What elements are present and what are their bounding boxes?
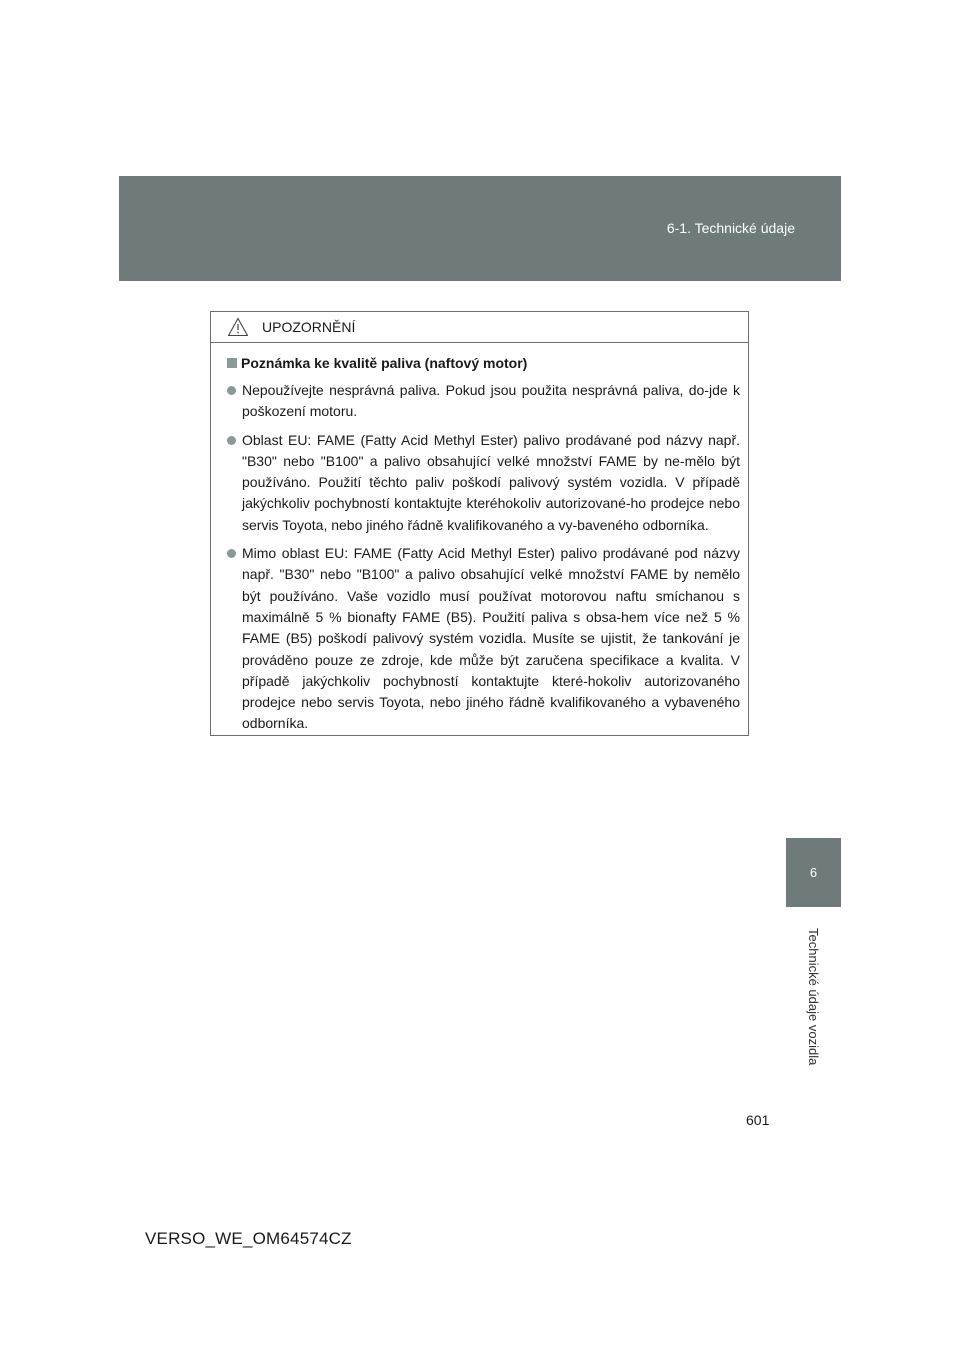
topic-text: Poznámka ke kvalitě paliva (naftový motor): [241, 355, 528, 371]
chapter-label: [786, 918, 841, 1076]
list-item-text: Oblast EU: FAME (Fatty Acid Methyl Ester) palivo prodávané pod názvy např. "B30" nebo "B100" a palivo obsahující velké množství FAME by ne-mělo být používáno. Použití těchto paliv poškodí palivový systém vozidla. V případě jakýchkoliv pochybností kontaktujte kteréhokoliv autorizované-ho prodejce nebo servis Toyota, nebo jiného řádně kvalifikovaného a vy-baveného odborníka.: [242, 431, 740, 533]
warning-box: [210, 311, 749, 736]
circle-bullet-icon: [227, 549, 236, 558]
document-id: VERSO_WE_OM64574CZ: [145, 1229, 352, 1248]
square-bullet-icon: [227, 358, 237, 368]
circle-bullet-icon: [227, 436, 236, 445]
warning-title: UPOZORNĚNÍ: [262, 319, 356, 335]
list-item-text: Mimo oblast EU: FAME (Fatty Acid Methyl Ester) palivo prodávané pod názvy např. "B30" nebo "B100" a palivo obsahující velké množství FAME by nemělo být používáno. Vaše vozidlo musí používat motorovou naftu smíchanou s maximálně 5 % bionafty FAME (B5). Použití paliva s obsa-hem více než 5 % FAME (B5) poškodí palivový systém vozidla. Musíte se ujistit, že tankování je prováděno pouze ze zdroje, kde může být zaručena specifikace a kvalita. V případě jakýchkoliv pochybností kontaktujte které-hokoliv autorizovaného prodejce nebo servis Toyota, nebo jiného řádně kvalifikovaného a vybaveného odborníka.: [242, 545, 740, 732]
warning-triangle-icon: [227, 317, 249, 337]
list-item-text: Nepoužívejte nesprávná paliva. Pokud jsou použita nesprávná paliva, do-jde k poškození motoru.: [242, 382, 740, 420]
list-item: [227, 543, 740, 735]
section-title: 6-1. Technické údaje: [666, 220, 795, 236]
chapter-tab[interactable]: 6: [786, 838, 841, 907]
warning-header: [211, 312, 748, 343]
list-item: [227, 430, 740, 536]
header-band: [119, 176, 841, 281]
circle-bullet-icon: [227, 386, 236, 395]
chapter-label-text: Technické údaje vozidla: [806, 928, 821, 1066]
page-number: 601: [746, 1112, 770, 1128]
topic-heading: [227, 353, 740, 373]
list-item: [227, 380, 740, 423]
warning-body: [211, 343, 748, 735]
